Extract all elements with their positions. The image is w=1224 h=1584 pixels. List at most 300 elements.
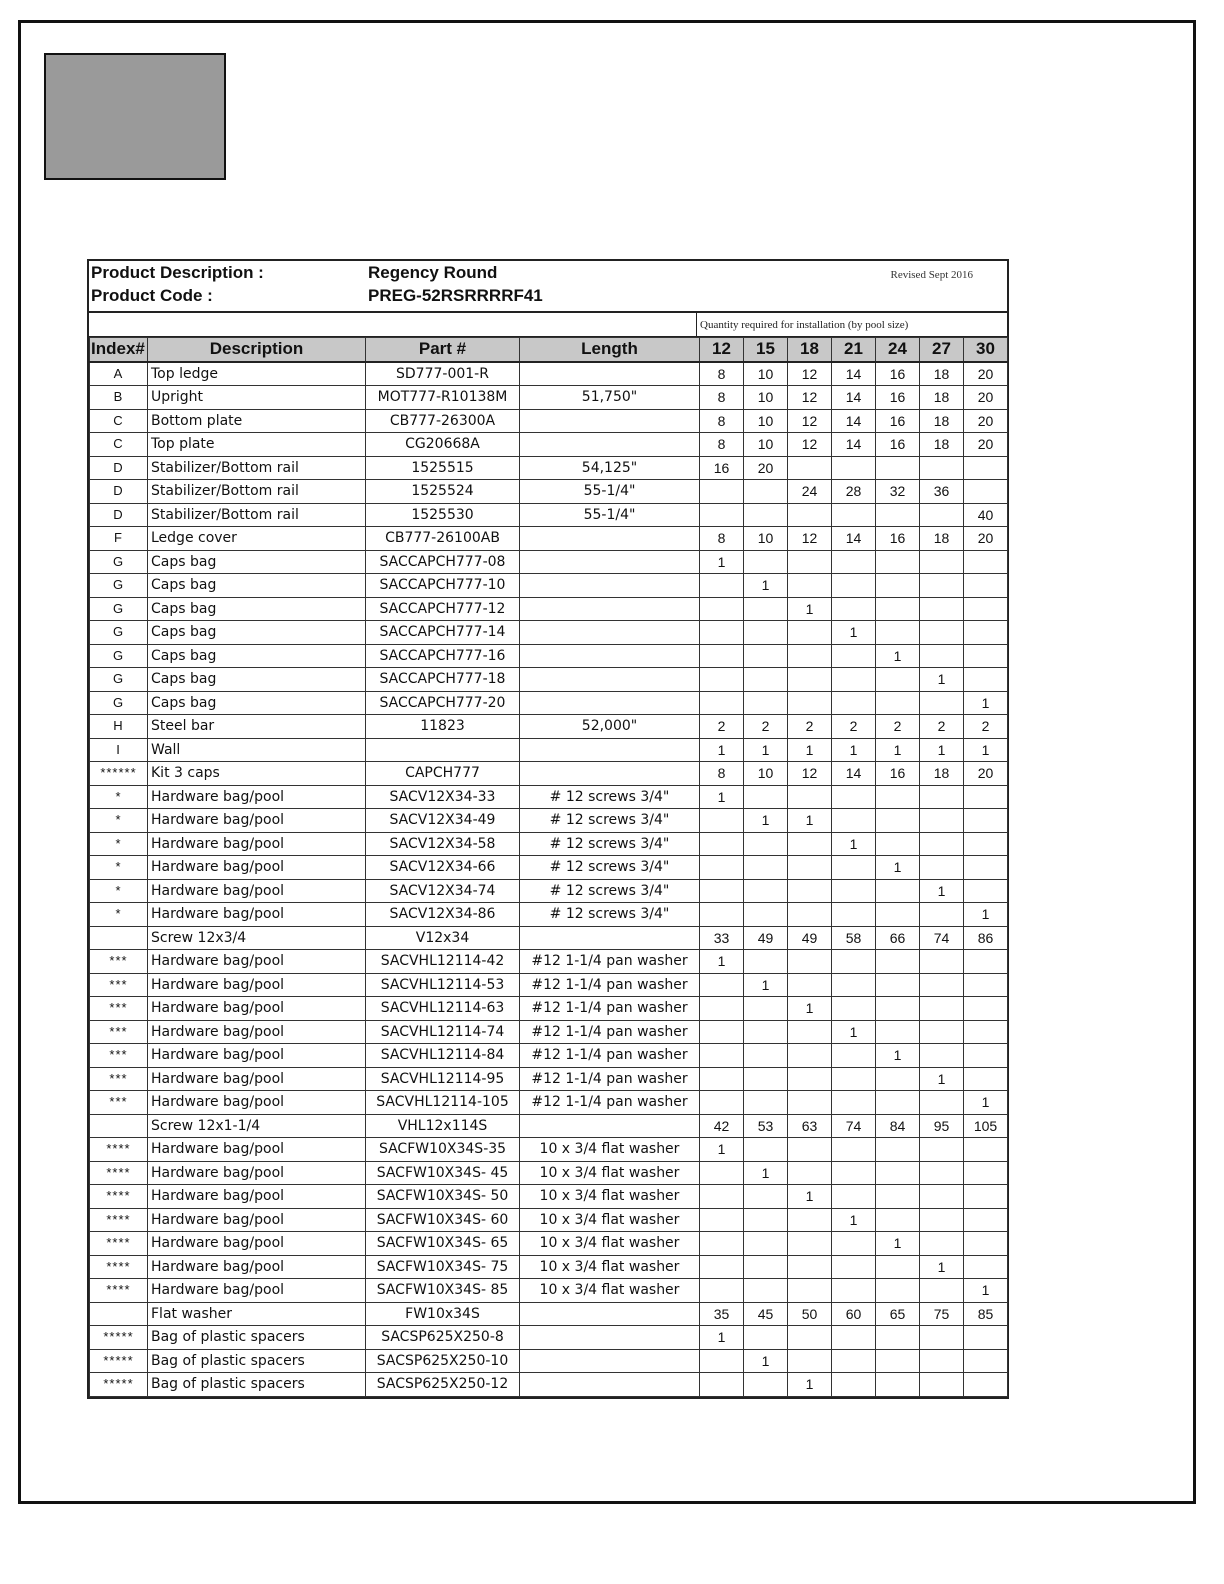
parts-table (89, 337, 1008, 1397)
qty-cell (744, 879, 788, 903)
qty-cell (788, 550, 832, 574)
index-cell: F (90, 527, 148, 551)
qty-cell: 85 (964, 1302, 1008, 1326)
qty-cell (788, 644, 832, 668)
part-number-cell: SACV12X34-86 (366, 903, 520, 927)
qty-cell (964, 550, 1008, 574)
part-number-cell: SACFW10X34S- 45 (366, 1161, 520, 1185)
qty-cell: 10 (744, 409, 788, 433)
qty-cell (876, 1255, 920, 1279)
length-cell (520, 762, 700, 786)
index-cell: *** (90, 950, 148, 974)
length-cell (520, 1326, 700, 1350)
qty-cell (832, 1185, 876, 1209)
qty-cell (744, 503, 788, 527)
qty-cell (964, 950, 1008, 974)
qty-cell: 1 (964, 1091, 1008, 1115)
qty-cell (788, 1044, 832, 1068)
qty-cell: 8 (700, 386, 744, 410)
table-row (90, 785, 1008, 809)
qty-cell (744, 1138, 788, 1162)
qty-cell (964, 644, 1008, 668)
qty-cell (964, 785, 1008, 809)
qty-cell (700, 691, 744, 715)
part-number-cell: 1525524 (366, 480, 520, 504)
qty-cell: 1 (920, 668, 964, 692)
qty-cell: 42 (700, 1114, 744, 1138)
qty-cell: 1 (832, 738, 876, 762)
part-number-cell: VHL12x114S (366, 1114, 520, 1138)
length-cell: # 12 screws 3/4" (520, 856, 700, 880)
table-row (90, 1302, 1008, 1326)
index-cell: *** (90, 973, 148, 997)
index-cell: G (90, 550, 148, 574)
length-cell (520, 621, 700, 645)
table-row (90, 433, 1008, 457)
qty-cell (920, 950, 964, 974)
qty-cell: 58 (832, 926, 876, 950)
table-row (90, 621, 1008, 645)
table-row (90, 1185, 1008, 1209)
qty-cell: 24 (788, 480, 832, 504)
qty-cell: 32 (876, 480, 920, 504)
qty-cell (876, 1349, 920, 1373)
table-row (90, 1255, 1008, 1279)
description-cell: Steel bar (148, 715, 366, 739)
index-cell: G (90, 621, 148, 645)
qty-cell: 18 (920, 527, 964, 551)
qty-cell: 1 (964, 1279, 1008, 1303)
qty-cell: 12 (788, 362, 832, 386)
qty-cell (700, 644, 744, 668)
length-cell: 10 x 3/4 flat washer (520, 1255, 700, 1279)
qty-cell: 1 (832, 1020, 876, 1044)
qty-cell (920, 550, 964, 574)
qty-cell (788, 832, 832, 856)
length-cell: #12 1-1/4 pan washer (520, 1067, 700, 1091)
column-header: 27 (920, 338, 964, 362)
table-row (90, 1138, 1008, 1162)
description-cell: Hardware bag/pool (148, 785, 366, 809)
part-number-cell: SACFW10X34S- 60 (366, 1208, 520, 1232)
index-cell: C (90, 409, 148, 433)
qty-cell (876, 832, 920, 856)
table-row (90, 856, 1008, 880)
part-number-cell: SACCAPCH777-18 (366, 668, 520, 692)
part-number-cell: V12x34 (366, 926, 520, 950)
qty-cell (788, 1349, 832, 1373)
qty-cell: 16 (876, 527, 920, 551)
part-number-cell: SACCAPCH777-20 (366, 691, 520, 715)
qty-cell (876, 597, 920, 621)
index-cell: D (90, 503, 148, 527)
qty-cell (832, 1044, 876, 1068)
index-cell: * (90, 785, 148, 809)
qty-cell (832, 809, 876, 833)
table-row (90, 1326, 1008, 1350)
qty-cell (920, 1185, 964, 1209)
qty-cell (920, 597, 964, 621)
qty-cell: 53 (744, 1114, 788, 1138)
qty-cell: 18 (920, 409, 964, 433)
qty-cell (832, 668, 876, 692)
description-cell: Top plate (148, 433, 366, 457)
qty-cell (920, 856, 964, 880)
qty-cell (920, 691, 964, 715)
length-cell: 10 x 3/4 flat washer (520, 1185, 700, 1209)
part-number-cell (366, 738, 520, 762)
qty-cell (700, 856, 744, 880)
description-cell: Caps bag (148, 644, 366, 668)
qty-cell: 14 (832, 527, 876, 551)
part-number-cell: SD777-001-R (366, 362, 520, 386)
qty-cell (744, 1020, 788, 1044)
qty-cell (700, 1185, 744, 1209)
qty-cell (744, 1279, 788, 1303)
placeholder-image (44, 53, 226, 180)
qty-cell (920, 1232, 964, 1256)
description-cell: Hardware bag/pool (148, 1091, 366, 1115)
table-row (90, 1349, 1008, 1373)
qty-cell (964, 574, 1008, 598)
part-number-cell: CB777-26100AB (366, 527, 520, 551)
qty-cell: 40 (964, 503, 1008, 527)
qty-cell (832, 1326, 876, 1350)
qty-cell: 16 (876, 433, 920, 457)
table-header-row (90, 338, 1008, 362)
qty-cell (876, 668, 920, 692)
qty-cell: 1 (744, 973, 788, 997)
description-cell: Hardware bag/pool (148, 809, 366, 833)
index-cell: ***** (90, 1326, 148, 1350)
qty-cell (964, 997, 1008, 1021)
qty-cell: 16 (876, 409, 920, 433)
quantity-caption: Quantity required for installation (by pool size) (696, 313, 1007, 336)
part-number-cell: SACSP625X250-12 (366, 1373, 520, 1397)
table-row (90, 809, 1008, 833)
qty-cell (700, 1091, 744, 1115)
qty-cell: 1 (920, 738, 964, 762)
qty-cell: 60 (832, 1302, 876, 1326)
qty-cell (700, 973, 744, 997)
qty-cell (920, 503, 964, 527)
qty-cell: 14 (832, 386, 876, 410)
qty-cell (920, 973, 964, 997)
qty-cell (964, 1044, 1008, 1068)
description-cell: Caps bag (148, 597, 366, 621)
qty-cell (832, 644, 876, 668)
description-cell: Hardware bag/pool (148, 1185, 366, 1209)
part-number-cell: SACCAPCH777-14 (366, 621, 520, 645)
length-cell: #12 1-1/4 pan washer (520, 1020, 700, 1044)
qty-cell (832, 1255, 876, 1279)
qty-cell: 74 (920, 926, 964, 950)
qty-cell (964, 1138, 1008, 1162)
index-cell (90, 1114, 148, 1138)
qty-cell (788, 1020, 832, 1044)
qty-cell (832, 1091, 876, 1115)
index-cell: **** (90, 1232, 148, 1256)
part-number-cell: SACVHL12114-53 (366, 973, 520, 997)
qty-cell: 16 (700, 456, 744, 480)
qty-cell: 74 (832, 1114, 876, 1138)
qty-cell (920, 1279, 964, 1303)
qty-cell (964, 1185, 1008, 1209)
qty-cell: 1 (700, 950, 744, 974)
qty-cell (920, 809, 964, 833)
table-row (90, 480, 1008, 504)
qty-cell (700, 1208, 744, 1232)
qty-cell (700, 1161, 744, 1185)
description-cell: Caps bag (148, 668, 366, 692)
table-row (90, 997, 1008, 1021)
qty-cell: 10 (744, 527, 788, 551)
qty-cell: 1 (788, 1373, 832, 1397)
length-cell (520, 409, 700, 433)
qty-cell: 1 (876, 738, 920, 762)
qty-cell (964, 668, 1008, 692)
qty-cell (832, 997, 876, 1021)
qty-cell: 1 (920, 879, 964, 903)
qty-cell (700, 1349, 744, 1373)
qty-cell (964, 597, 1008, 621)
part-number-cell: SACCAPCH777-10 (366, 574, 520, 598)
length-cell (520, 433, 700, 457)
qty-cell (788, 950, 832, 974)
qty-cell: 20 (964, 762, 1008, 786)
qty-cell (700, 1067, 744, 1091)
length-cell: #12 1-1/4 pan washer (520, 1091, 700, 1115)
length-cell (520, 1349, 700, 1373)
qty-cell (700, 1373, 744, 1397)
qty-cell (876, 456, 920, 480)
length-cell (520, 1302, 700, 1326)
sheet-header (89, 261, 1007, 313)
length-cell: 54,125" (520, 456, 700, 480)
qty-cell (876, 1279, 920, 1303)
column-header: 15 (744, 338, 788, 362)
qty-cell (964, 480, 1008, 504)
length-cell: #12 1-1/4 pan washer (520, 973, 700, 997)
length-cell: # 12 screws 3/4" (520, 832, 700, 856)
qty-cell (832, 1373, 876, 1397)
qty-cell: 18 (920, 433, 964, 457)
qty-cell: 66 (876, 926, 920, 950)
qty-cell (744, 621, 788, 645)
qty-cell: 2 (744, 715, 788, 739)
description-cell: Stabilizer/Bottom rail (148, 503, 366, 527)
qty-cell: 14 (832, 762, 876, 786)
qty-cell (788, 1232, 832, 1256)
qty-cell (788, 1091, 832, 1115)
table-row (90, 926, 1008, 950)
qty-cell (744, 1044, 788, 1068)
description-cell: Top ledge (148, 362, 366, 386)
qty-cell (788, 973, 832, 997)
qty-cell: 1 (964, 691, 1008, 715)
qty-cell (744, 480, 788, 504)
qty-cell (876, 691, 920, 715)
qty-cell (832, 950, 876, 974)
index-cell: G (90, 668, 148, 692)
qty-cell (876, 1185, 920, 1209)
index-cell: **** (90, 1208, 148, 1232)
part-number-cell: SACCAPCH777-12 (366, 597, 520, 621)
qty-cell: 8 (700, 433, 744, 457)
table-row (90, 409, 1008, 433)
qty-cell (744, 997, 788, 1021)
index-cell: C (90, 433, 148, 457)
qty-cell (920, 903, 964, 927)
description-cell: Upright (148, 386, 366, 410)
column-header: 18 (788, 338, 832, 362)
qty-cell: 1 (832, 832, 876, 856)
qty-cell: 1 (964, 738, 1008, 762)
table-row (90, 1020, 1008, 1044)
description-cell: Hardware bag/pool (148, 1067, 366, 1091)
length-cell (520, 691, 700, 715)
qty-cell (920, 1020, 964, 1044)
index-cell: *** (90, 1044, 148, 1068)
qty-cell (832, 1161, 876, 1185)
qty-cell: 1 (788, 809, 832, 833)
table-row (90, 832, 1008, 856)
qty-cell: 12 (788, 527, 832, 551)
part-number-cell: SACFW10X34S- 65 (366, 1232, 520, 1256)
qty-cell (744, 668, 788, 692)
qty-cell (788, 621, 832, 645)
qty-cell: 2 (920, 715, 964, 739)
description-cell: Hardware bag/pool (148, 903, 366, 927)
column-header: Length (520, 338, 700, 362)
qty-cell: 49 (744, 926, 788, 950)
qty-cell: 95 (920, 1114, 964, 1138)
length-cell: 51,750" (520, 386, 700, 410)
table-row (90, 550, 1008, 574)
qty-cell: 1 (700, 738, 744, 762)
qty-cell (920, 1044, 964, 1068)
table-row (90, 1161, 1008, 1185)
qty-cell (876, 1373, 920, 1397)
qty-cell (744, 644, 788, 668)
qty-cell: 1 (876, 1044, 920, 1068)
index-cell (90, 926, 148, 950)
qty-cell (920, 785, 964, 809)
qty-cell (964, 973, 1008, 997)
table-row (90, 1373, 1008, 1397)
length-cell (520, 1114, 700, 1138)
index-cell: * (90, 832, 148, 856)
index-cell: B (90, 386, 148, 410)
index-cell: **** (90, 1279, 148, 1303)
qty-cell: 12 (788, 762, 832, 786)
length-cell: # 12 screws 3/4" (520, 879, 700, 903)
qty-cell (788, 456, 832, 480)
qty-cell (876, 1067, 920, 1091)
description-cell: Hardware bag/pool (148, 879, 366, 903)
length-cell: 55-1/4" (520, 480, 700, 504)
qty-cell (964, 1232, 1008, 1256)
qty-cell (920, 621, 964, 645)
qty-cell (876, 621, 920, 645)
part-number-cell: SACVHL12114-74 (366, 1020, 520, 1044)
table-row (90, 903, 1008, 927)
part-number-cell: SACV12X34-66 (366, 856, 520, 880)
qty-cell: 12 (788, 386, 832, 410)
revised-date: Revised Sept 2016 (890, 269, 973, 281)
part-number-cell: SACCAPCH777-16 (366, 644, 520, 668)
table-row (90, 644, 1008, 668)
part-number-cell: SACVHL12114-84 (366, 1044, 520, 1068)
qty-cell (744, 1373, 788, 1397)
part-number-cell: SACV12X34-58 (366, 832, 520, 856)
qty-cell (832, 1067, 876, 1091)
part-number-cell: MOT777-R10138M (366, 386, 520, 410)
description-cell: Bag of plastic spacers (148, 1373, 366, 1397)
qty-cell (744, 1091, 788, 1115)
table-row (90, 691, 1008, 715)
qty-cell (700, 1044, 744, 1068)
qty-cell (700, 503, 744, 527)
table-row (90, 973, 1008, 997)
description-cell: Hardware bag/pool (148, 1232, 366, 1256)
qty-cell (876, 1091, 920, 1115)
column-header: Description (148, 338, 366, 362)
qty-cell (700, 832, 744, 856)
qty-cell: 33 (700, 926, 744, 950)
index-cell: ***** (90, 1349, 148, 1373)
length-cell: 52,000" (520, 715, 700, 739)
qty-cell: 28 (832, 480, 876, 504)
table-row (90, 362, 1008, 386)
qty-cell (964, 1208, 1008, 1232)
qty-cell: 8 (700, 362, 744, 386)
qty-cell: 1 (788, 997, 832, 1021)
table-row (90, 456, 1008, 480)
qty-cell: 1 (920, 1255, 964, 1279)
product-description-value: Regency Round (368, 263, 498, 282)
qty-cell (920, 1373, 964, 1397)
part-number-cell: SACSP625X250-8 (366, 1326, 520, 1350)
qty-cell: 12 (788, 409, 832, 433)
qty-cell: 10 (744, 362, 788, 386)
qty-cell: 14 (832, 433, 876, 457)
qty-cell (964, 1067, 1008, 1091)
qty-cell (964, 856, 1008, 880)
index-cell: G (90, 644, 148, 668)
description-cell: Hardware bag/pool (148, 1138, 366, 1162)
product-code-value: PREG-52RSRRRRF41 (368, 286, 543, 305)
table-row (90, 1208, 1008, 1232)
qty-cell (832, 456, 876, 480)
length-cell: # 12 screws 3/4" (520, 809, 700, 833)
qty-cell: 1 (744, 1349, 788, 1373)
length-cell (520, 597, 700, 621)
qty-cell: 1 (788, 1185, 832, 1209)
index-cell: D (90, 480, 148, 504)
qty-cell (876, 973, 920, 997)
qty-cell (920, 1138, 964, 1162)
part-number-cell: SACVHL12114-95 (366, 1067, 520, 1091)
index-cell: G (90, 691, 148, 715)
qty-cell: 36 (920, 480, 964, 504)
part-number-cell: SACVHL12114-105 (366, 1091, 520, 1115)
part-number-cell: SACFW10X34S-35 (366, 1138, 520, 1162)
qty-cell (788, 1208, 832, 1232)
qty-cell (744, 1185, 788, 1209)
length-cell: # 12 screws 3/4" (520, 785, 700, 809)
qty-cell (832, 550, 876, 574)
